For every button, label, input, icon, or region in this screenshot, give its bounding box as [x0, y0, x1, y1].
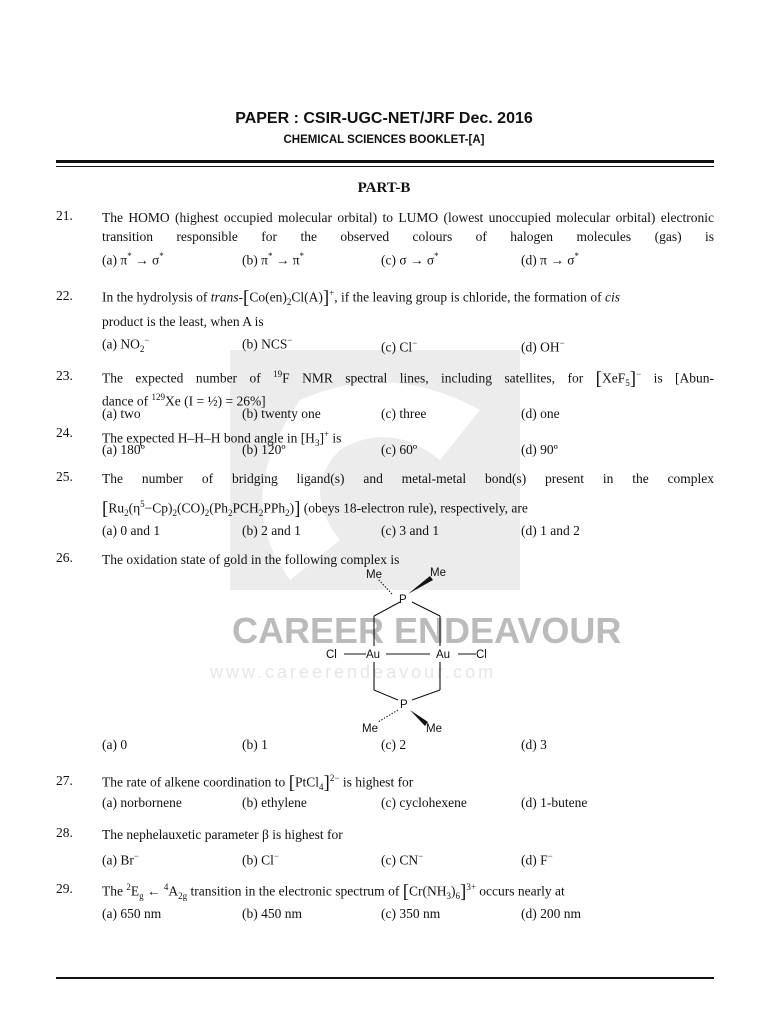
top-me-hashed-bond [378, 579, 392, 594]
left-bottom-ch2-bond [374, 690, 398, 700]
q24-option-b: (b) 120º [242, 442, 286, 457]
q25-option-a: (a) 0 and 1 [102, 523, 161, 538]
header-rule-thick [56, 160, 714, 163]
paper-title: PAPER : CSIR-UGC-NET/JRF Dec. 2016 [235, 110, 533, 127]
q27-number: 27. [56, 773, 73, 788]
q22-text-line2: product is the least, when A is [102, 314, 264, 329]
q24-option-d: (d) 90º [521, 442, 558, 457]
q26-number: 26. [56, 550, 73, 565]
right-top-ch2-bond [412, 602, 440, 616]
top-me-right-label: Me [430, 567, 446, 579]
q27-option-b: (b) ethylene [242, 795, 307, 810]
q23-number: 23. [56, 368, 73, 383]
header-rule-thin [56, 166, 714, 167]
q25-option-b: (b) 2 and 1 [242, 523, 301, 538]
q25-number: 25. [56, 469, 73, 484]
q23-option-a: (a) two [102, 406, 141, 421]
q22-number: 22. [56, 288, 73, 303]
q21-option-b: (b) π* → π* [242, 251, 305, 268]
q27-option-c: (c) cyclohexene [381, 795, 467, 810]
q27-option-d: (d) 1-butene [521, 795, 588, 810]
left-top-ch2-bond [374, 602, 400, 616]
q26-text: The oxidation state of gold in the following complex is [102, 552, 400, 567]
q26-option-d: (d) 3 [521, 737, 547, 752]
q23-text-line2: dance of $^{129}$Xe (I = ½) = 26%] [102, 392, 266, 409]
footer-rule [56, 977, 714, 979]
q28-option-b: (b) Cl− [242, 851, 279, 868]
bottom-me-right-label: Me [426, 723, 442, 735]
right-cl-label: Cl [476, 649, 487, 661]
top-p-label: P [399, 594, 407, 606]
q26-option-a: (a) 0 [102, 737, 128, 752]
q21-text: The HOMO (highest occupied molecular orbital) to LUMO (lowest unoccupied molecular orbital) electronic transition responsible for the observed colours of halogen molecules (gas) is [102, 210, 714, 244]
q23-option-c: (c) three [381, 406, 427, 421]
q28-option-a: (a) Br− [102, 851, 139, 868]
watermark-text: CAREER ENDEAVOUR [232, 610, 622, 651]
left-cl-label: Cl [326, 649, 337, 661]
bottom-me-left-label: Me [362, 723, 378, 735]
q24-number: 24. [56, 425, 73, 440]
q29-option-d: (d) 200 nm [521, 906, 581, 921]
q28-option-c: (c) CN− [381, 851, 424, 868]
right-bottom-ch2-bond [412, 690, 440, 700]
q25-formula-line: $[Ru_2(\eta^5-Cp)_2(CO)_2(Ph_2PCH_2PPh_2)]$ (obeys 18-electron rule), respectively, are [102, 498, 528, 520]
q22-option-c: (c) Cl− [381, 338, 418, 355]
q25-text: The number of bridging ligand(s) and metal-metal bond(s) present in the complex [102, 471, 714, 486]
q21-option-d: (d) π → σ* [521, 251, 579, 268]
q23-text: The expected number of $^{19}$F NMR spectral lines, including satellites, for [XeF$_5$]− is [Abun- [102, 368, 715, 390]
bottom-me-hashed-bond [378, 710, 398, 722]
q27-text: The rate of alkene coordination to [PtCl$_4$]$^{2-}$ is highest for [102, 772, 414, 794]
q29-option-a: (a) 650 nm [102, 906, 162, 921]
q23-option-d: (d) one [521, 406, 560, 421]
q21-option-c: (c) σ → σ* [381, 251, 439, 268]
q29-option-c: (c) 350 nm [381, 906, 441, 921]
right-au-label: Au [436, 649, 451, 661]
q22-option-d: (d) OH− [521, 338, 565, 355]
q28-text: The nephelauxetic parameter β is highest for [102, 827, 343, 842]
gold-complex-structure [320, 562, 530, 742]
q26-option-b: (b) 1 [242, 737, 268, 752]
q24-option-a: (a) 180º [102, 442, 145, 457]
part-heading: PART-B [357, 180, 411, 196]
q29-number: 29. [56, 881, 73, 896]
left-au-label: Au [366, 649, 381, 661]
q29-text: The $^2E_g$ ← $^4A_{2g}$ transition in the electronic spectrum of $[Cr(NH_3)_6]^{3+}$ occurs nearly at [102, 881, 565, 903]
q22-text: In the hydrolysis of trans-$[Co(en)_2Cl(A)]^+$, if the leaving group is chloride, the formation of cis [102, 287, 620, 309]
q27-option-a: (a) norbornene [102, 795, 182, 810]
q21-option-a: (a) π* → σ* [102, 251, 164, 268]
watermark-url: www.careerendeavour.com [210, 662, 497, 682]
q23-option-b: (b) twenty one [242, 406, 321, 421]
q21-number: 21. [56, 208, 73, 223]
q24-text: The expected H–H–H bond angle in $[H_3]^+$ is [102, 429, 342, 449]
q24-option-c: (c) 60º [381, 442, 418, 457]
q25-option-d: (d) 1 and 2 [521, 523, 580, 538]
q28-option-d: (d) F− [521, 851, 553, 868]
q25-option-c: (c) 3 and 1 [381, 523, 440, 538]
q28-number: 28. [56, 825, 73, 840]
booklet-subtitle: CHEMICAL SCIENCES BOOKLET-[A] [283, 134, 485, 146]
top-me-left-label: Me [366, 569, 382, 581]
q22-option-b: (b) NCS− [242, 335, 293, 352]
q29-option-b: (b) 450 nm [242, 906, 302, 921]
q26-option-c: (c) 2 [381, 737, 407, 752]
q22-option-a: (a) $NO_2^-$ [102, 335, 150, 355]
bottom-p-label: P [400, 699, 408, 711]
